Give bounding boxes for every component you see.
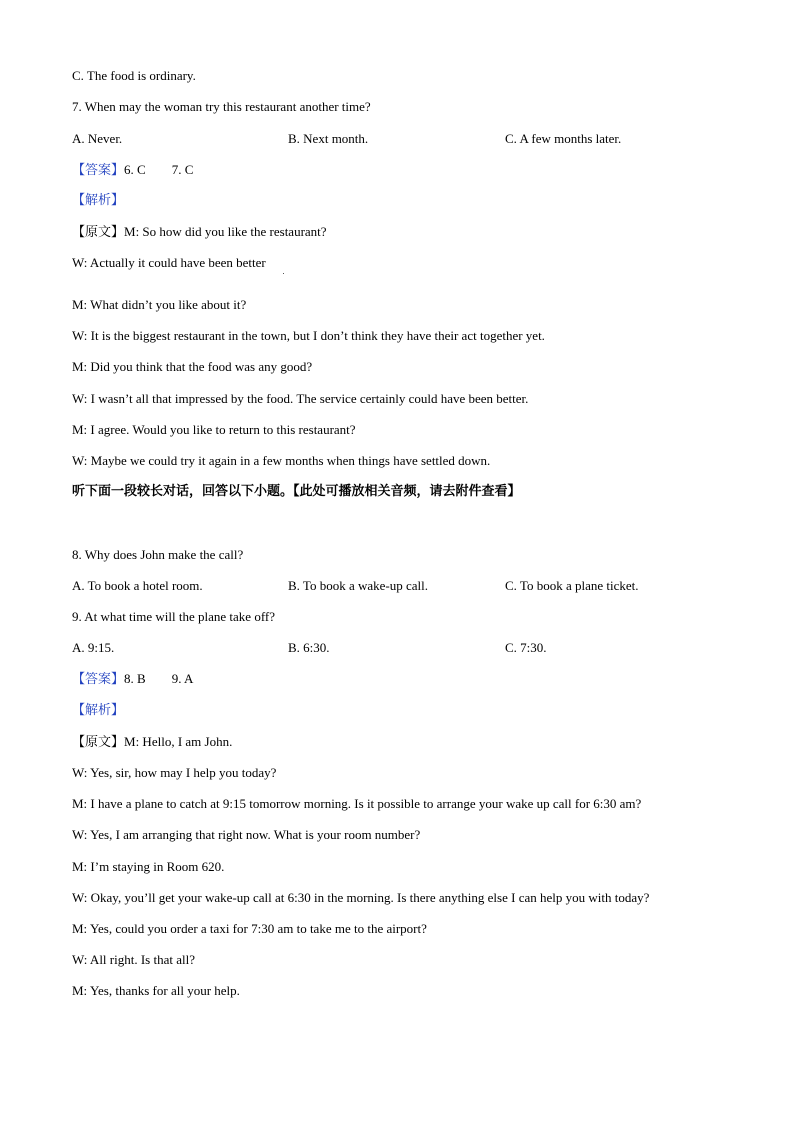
dialogue-line: M: So how did you like the restaurant? bbox=[124, 224, 327, 239]
q8-option-b: B. To book a wake-up call. bbox=[288, 578, 429, 593]
q8-option-a: A. To book a hotel room. bbox=[72, 578, 203, 593]
answer-label: 【答案】 bbox=[72, 672, 125, 687]
answer-7: 7. C bbox=[171, 162, 194, 177]
dialogue2-line-4: W: Yes, I am arranging that right now. What is your room number? bbox=[72, 827, 421, 842]
q7-question: 7. When may the woman try this restaurant another time? bbox=[72, 99, 371, 114]
section-instruction: 听下面一段较长对话，回答以下小题。【此处可播放相关音频，请去附件查看】 bbox=[72, 484, 521, 499]
transcript-line-1 bbox=[72, 224, 327, 241]
dialogue2-line-7: M: Yes, could you order a taxi for 7:30 am to take me to the airport? bbox=[72, 921, 427, 936]
answer-8: 8. B bbox=[124, 671, 146, 686]
answer-row-2 bbox=[72, 671, 193, 688]
q6-option-c: C. The food is ordinary. bbox=[72, 68, 196, 83]
q7-option-b: B. Next month. bbox=[288, 131, 369, 146]
answer-label: 【答案】 bbox=[72, 163, 125, 178]
dialogue2-line-5: M: I’m staying in Room 620. bbox=[72, 859, 225, 874]
transcript-label: 【原文】 bbox=[72, 225, 125, 240]
dialogue2-line-2: W: Yes, sir, how may I help you today? bbox=[72, 765, 277, 780]
dialogue2-line-6: W: Okay, you’ll get your wake-up call at 6:30 in the morning. Is there anything else I can help you with today? bbox=[72, 890, 650, 905]
q9-option-a: A. 9:15. bbox=[72, 640, 115, 655]
analysis-label-2: 【解析】 bbox=[72, 703, 125, 718]
q8-question: 8. Why does John make the call? bbox=[72, 547, 244, 562]
dialogue2-line-8: W: All right. Is that all? bbox=[72, 952, 195, 967]
dialogue1-line-7: M: I agree. Would you like to return to this restaurant? bbox=[72, 422, 356, 437]
dialogue1-line-3: M: What didn’t you like about it? bbox=[72, 297, 247, 312]
q7-option-c: C. A few months later. bbox=[505, 131, 622, 146]
dialogue1-line-4: W: It is the biggest restaurant in the town, but I don’t think they have their act together yet. bbox=[72, 328, 545, 343]
dialogue2-line-9: M: Yes, thanks for all your help. bbox=[72, 983, 240, 998]
answer-6: 6. C bbox=[124, 162, 146, 177]
transcript-label: 【原文】 bbox=[72, 735, 125, 750]
q9-option-b: B. 6:30. bbox=[288, 640, 330, 655]
q9-question: 9. At what time will the plane take off? bbox=[72, 609, 276, 624]
answer-9: 9. A bbox=[171, 671, 194, 686]
q7-option-a: A. Never. bbox=[72, 131, 123, 146]
q9-option-c: C. 7:30. bbox=[505, 640, 547, 655]
analysis-label-1: 【解析】 bbox=[72, 193, 125, 208]
dialogue1-line-2: W: Actually it could have been better bbox=[72, 255, 266, 270]
dialogue1-line-8: W: Maybe we could try it again in a few months when things have settled down. bbox=[72, 453, 491, 468]
dialogue1-line-5: M: Did you think that the food was any good? bbox=[72, 359, 313, 374]
dialogue2-line-3: M: I have a plane to catch at 9:15 tomorrow morning. Is it possible to arrange your wake up call for 6:30 am? bbox=[72, 796, 642, 811]
dialogue1-line-6: W: I wasn’t all that impressed by the food. The service certainly could have been better. bbox=[72, 391, 529, 406]
q8-option-c: C. To book a plane ticket. bbox=[505, 578, 639, 593]
dialogue-line: M: Hello, I am John. bbox=[124, 734, 233, 749]
stray-dot bbox=[283, 273, 284, 274]
answer-row-1 bbox=[72, 162, 193, 179]
transcript-line-2 bbox=[72, 734, 232, 751]
